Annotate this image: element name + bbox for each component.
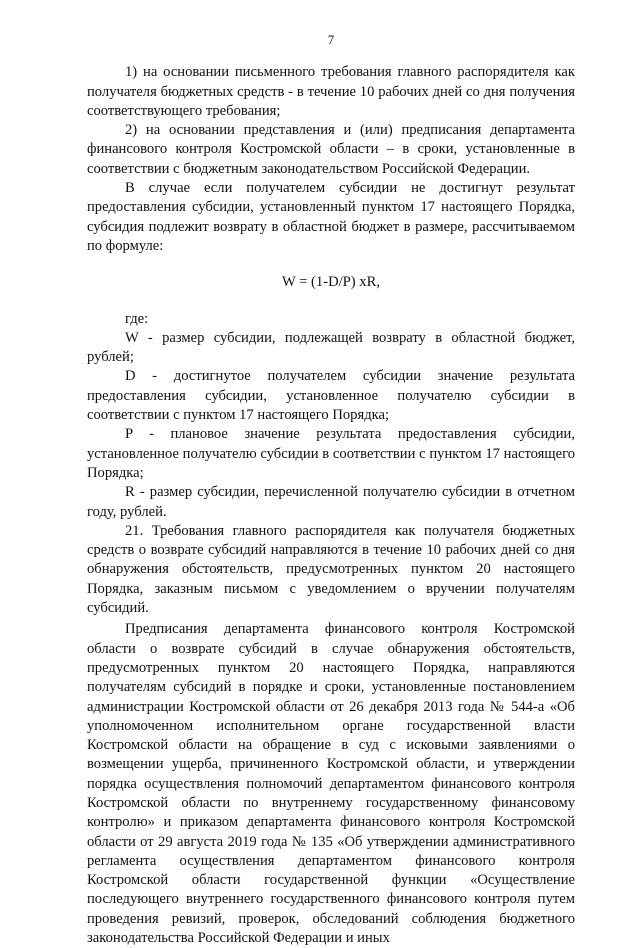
where-label: где: bbox=[125, 310, 149, 327]
definition-r: R - размер субсидии, перечисленной получателю субсидии в отчетном году, рублей. bbox=[87, 484, 575, 520]
document-page bbox=[87, 30, 575, 948]
page-number: 7 bbox=[327, 32, 335, 47]
clause-21: 21. Требования главного распорядителя как получателя бюджетных средств о возврате субсидий направляются в течение 10 рабочих дней со дня обнаружения обстоятельств, предусмотренных пунктом 20 настоящего Порядка, заказным письмом с уведомлением о вручении получателям субсидий. bbox=[87, 522, 575, 617]
definition-d: D - достигнутое получателем субсидии значение результата предоставления субсидии, установленное получателю субсидии в соответствии с пунктом 17 настоящего Порядка; bbox=[87, 368, 575, 424]
definition-w: W - размер субсидии, подлежащей возврату в областной бюджет, рублей; bbox=[87, 329, 575, 366]
paragraph-item-1: 1) на основании письменного требования главного распорядителя как получателя бюджетных средств - в течение 10 рабочих дней со дня получения соответствующего требования; bbox=[87, 64, 575, 119]
paragraph-item-2: 2) на основании представления и (или) предписания департамента финансового контроля Костромской области – в сроки, установленные в соответствии с бюджетным законодательством Российской Федерации. bbox=[87, 122, 575, 177]
prescriptions-paragraph: Предписания департамента финансового контроля Костромской области о возврате субсидий в случае обнаружения обстоятельств, предусмотренных пунктом 20 настоящего Порядка, направляются получателям субсидий в порядке и сроки, установленные постановлением администрации Костромской области от 26 декабря 2013 года № 544-а «Об уполномоченном исполнительном органе государственной власти Костромской области на обращение в суд с исковыми заявлениями о возмещении ущерба, причиненного Костромской области, и утверждении порядка осуществления полномочий департаментом финансового контроля Костромской области по внутреннему государственному финансовому контролю» и приказом департамента финансового контроля Костромской области от 29 августа 2019 года № 135 «Об утверждении административного регламента осуществления департаментом финансового контроля Костромской области государственной функции «Осуществление последующего внутреннего государственного финансового контроля путем проведения ревизий, проверок, обследований соблюдения бюджетного законодательства Российской Федерации и иных bbox=[87, 621, 575, 947]
definition-p: P - плановое значение результата предоставления субсидии, установленное получателю субсидии в соответствии с пунктом 17 настоящего Порядка; bbox=[87, 426, 575, 481]
refund-formula: W = (1-D/P) xR, bbox=[282, 274, 380, 291]
paragraph-refund-condition: В случае если получателем субсидии не достигнут результат предоставления субсидии, установленный пунктом 17 настоящего Порядка, субсидия подлежит возврату в областной бюджет в размере, рассчитываемом по формуле: bbox=[87, 180, 575, 254]
